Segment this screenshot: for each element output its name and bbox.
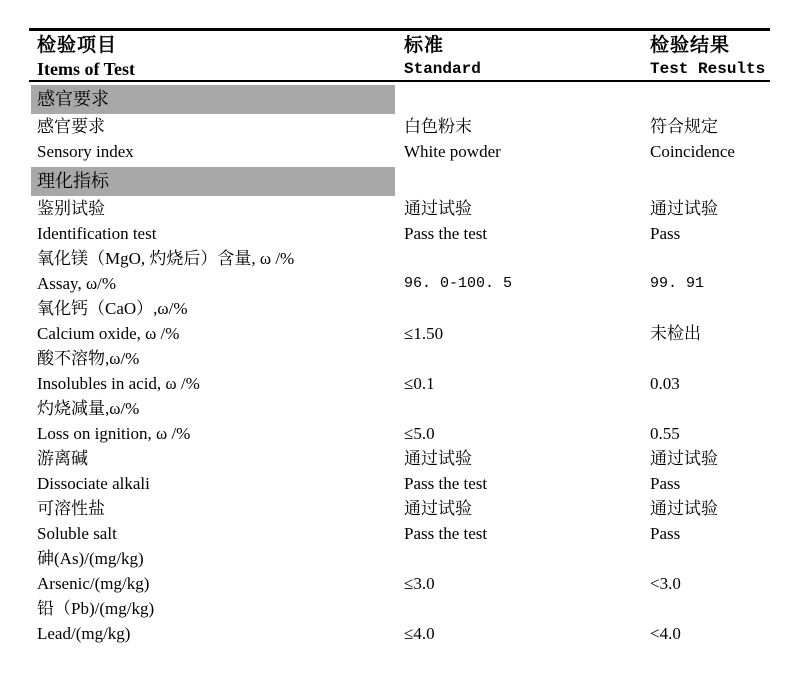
- item-en: Calcium oxide, ω /%: [37, 324, 180, 343]
- item-en: Arsenic/(mg/kg): [37, 574, 150, 593]
- result-en: Pass: [650, 474, 681, 493]
- result-zh: 通过试验: [650, 199, 718, 218]
- result-zh: [650, 396, 770, 421]
- std-zh: [404, 346, 650, 371]
- std-en: White powder: [404, 142, 501, 161]
- std-en: ≤5.0: [404, 424, 435, 443]
- header-zh-line: [29, 34, 770, 58]
- header-results-zh: 检验结果: [650, 35, 731, 56]
- item-zh: 感官要求: [37, 117, 105, 136]
- header-underline: [29, 80, 770, 82]
- item-en: Loss on ignition, ω /%: [37, 424, 191, 443]
- item-zh: 鉴别试验: [37, 199, 105, 218]
- result-zh: 符合规定: [650, 117, 718, 136]
- header-items-en: Items of Test: [37, 59, 135, 79]
- result-zh: [650, 346, 770, 371]
- std-en: Pass the test: [404, 224, 488, 243]
- table-row: [29, 346, 770, 396]
- item-zh: 砷(As)/(mg/kg): [37, 549, 144, 568]
- std-zh: 通过试验: [404, 449, 472, 468]
- item-zh: 灼烧减量,ω/%: [37, 399, 140, 418]
- header-standard-en: Standard: [404, 60, 481, 78]
- std-zh: 通过试验: [404, 199, 472, 218]
- result-en: <3.0: [650, 574, 681, 593]
- result-zh: 通过试验: [650, 499, 718, 518]
- section-band-sensory: 感官要求: [31, 85, 395, 114]
- std-zh: [404, 246, 650, 271]
- std-en: ≤0.1: [404, 374, 435, 393]
- result-en: 0.03: [650, 374, 680, 393]
- header-row: [29, 31, 770, 80]
- result-zh: [650, 296, 770, 321]
- result-en: 未检出: [650, 324, 701, 343]
- report-table: [29, 28, 770, 646]
- item-zh: 可溶性盐: [37, 499, 105, 518]
- item-en: Identification test: [37, 224, 157, 243]
- std-zh: 白色粉末: [404, 117, 472, 136]
- item-zh: 氧化镁（MgO, 灼烧后）含量, ω /%: [37, 249, 295, 268]
- header-en-line: [29, 58, 770, 80]
- table-row: [29, 114, 770, 164]
- header-standard-zh: 标准: [404, 35, 445, 56]
- item-en: Insolubles in acid, ω /%: [37, 374, 200, 393]
- result-en: 0.55: [650, 424, 680, 443]
- item-zh: 酸不溶物,ω/%: [37, 349, 140, 368]
- result-zh: [650, 546, 770, 571]
- std-zh: [404, 596, 650, 621]
- header-items-zh: 检验项目: [37, 35, 118, 56]
- std-en: 96. 0-100. 5: [404, 275, 513, 292]
- table-row: [29, 246, 770, 296]
- item-zh: 氧化钙（CaO）,ω/%: [37, 299, 188, 318]
- table-row: [29, 596, 770, 646]
- result-en: Coincidence: [650, 142, 735, 161]
- result-zh: 通过试验: [650, 449, 718, 468]
- item-en: Sensory index: [37, 142, 134, 161]
- result-zh: [650, 246, 770, 271]
- std-zh: [404, 546, 650, 571]
- result-zh: [650, 596, 770, 621]
- std-zh: [404, 396, 650, 421]
- item-zh: 铅（Pb)/(mg/kg): [37, 599, 155, 618]
- table-row: [29, 546, 770, 596]
- item-zh: 游离碱: [37, 449, 88, 468]
- item-en: Dissociate alkali: [37, 474, 150, 493]
- table-row: [29, 196, 770, 246]
- std-zh: 通过试验: [404, 499, 472, 518]
- std-en: ≤4.0: [404, 624, 435, 643]
- table-row: [29, 496, 770, 546]
- result-en: 99. 91: [650, 275, 705, 292]
- item-en: Assay, ω/%: [37, 274, 117, 293]
- section-band-physchem: 理化指标: [31, 167, 395, 196]
- std-en: ≤1.50: [404, 324, 444, 343]
- result-en: <4.0: [650, 624, 681, 643]
- std-en: ≤3.0: [404, 574, 435, 593]
- table-row: [29, 296, 770, 346]
- table-row: [29, 446, 770, 496]
- result-en: Pass: [650, 224, 681, 243]
- std-zh: [404, 296, 650, 321]
- table-row: [29, 396, 770, 446]
- result-en: Pass: [650, 524, 681, 543]
- item-en: Lead/(mg/kg): [37, 624, 131, 643]
- std-en: Pass the test: [404, 474, 488, 493]
- header-results-en: Test Results: [650, 60, 766, 78]
- std-en: Pass the test: [404, 524, 488, 543]
- item-en: Soluble salt: [37, 524, 117, 543]
